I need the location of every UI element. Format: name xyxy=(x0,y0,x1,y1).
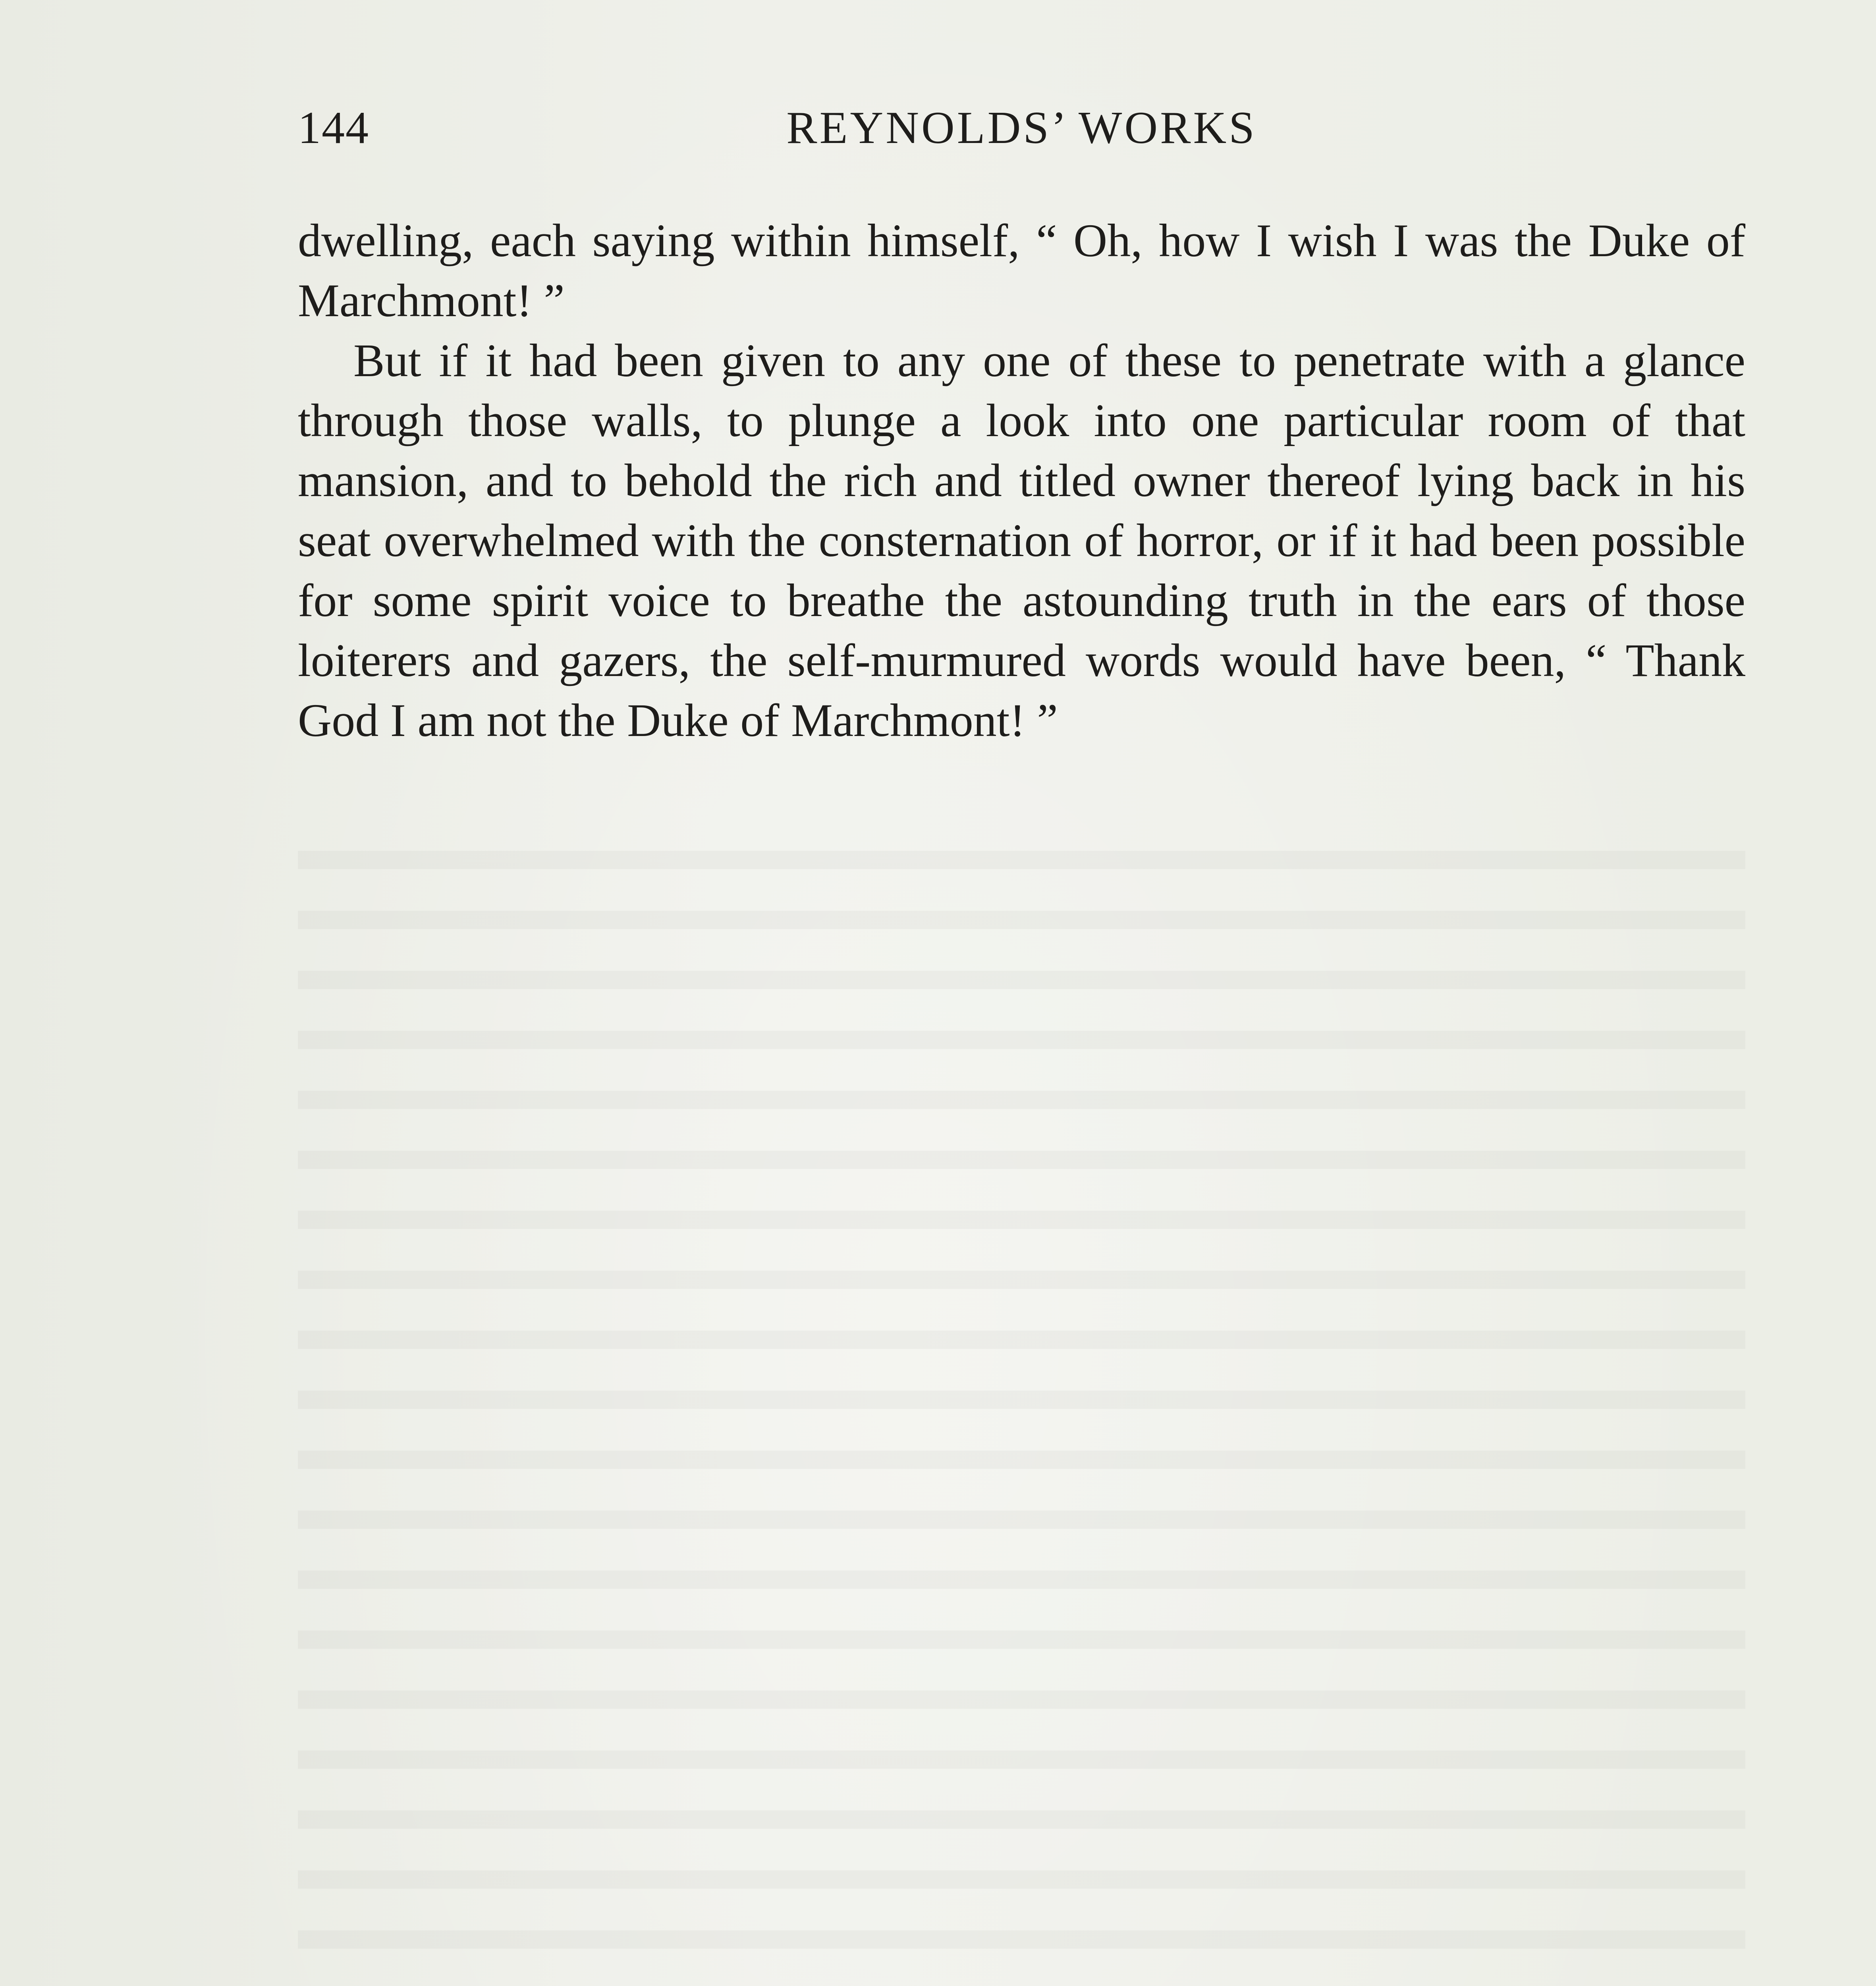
paragraph: But if it had been given to any one of these to penetrate with a glance through those walls, to plunge a look into one particular room of that mansion, and to behold the rich and titled owner thereof lying back in his seat overwhelmed with the consternation of horror, or if it had been possible for some spirit voice to breathe the astounding truth in the ears of those loiterers and gazers, the self-murmured words would have been, “ Thank God I am not the Duke of Marchmont! ” xyxy=(298,334,1745,746)
running-head xyxy=(298,92,1745,164)
show-through-text xyxy=(298,814,1745,1986)
paragraph-continuation: dwelling, each saying within himself, “ Oh, how I wish I was the Duke of Marchmont! ” xyxy=(298,214,1745,326)
body-text xyxy=(298,211,1745,750)
page-number: 144 xyxy=(298,102,369,153)
running-title: REYNOLDS’ WORKS xyxy=(786,102,1257,153)
